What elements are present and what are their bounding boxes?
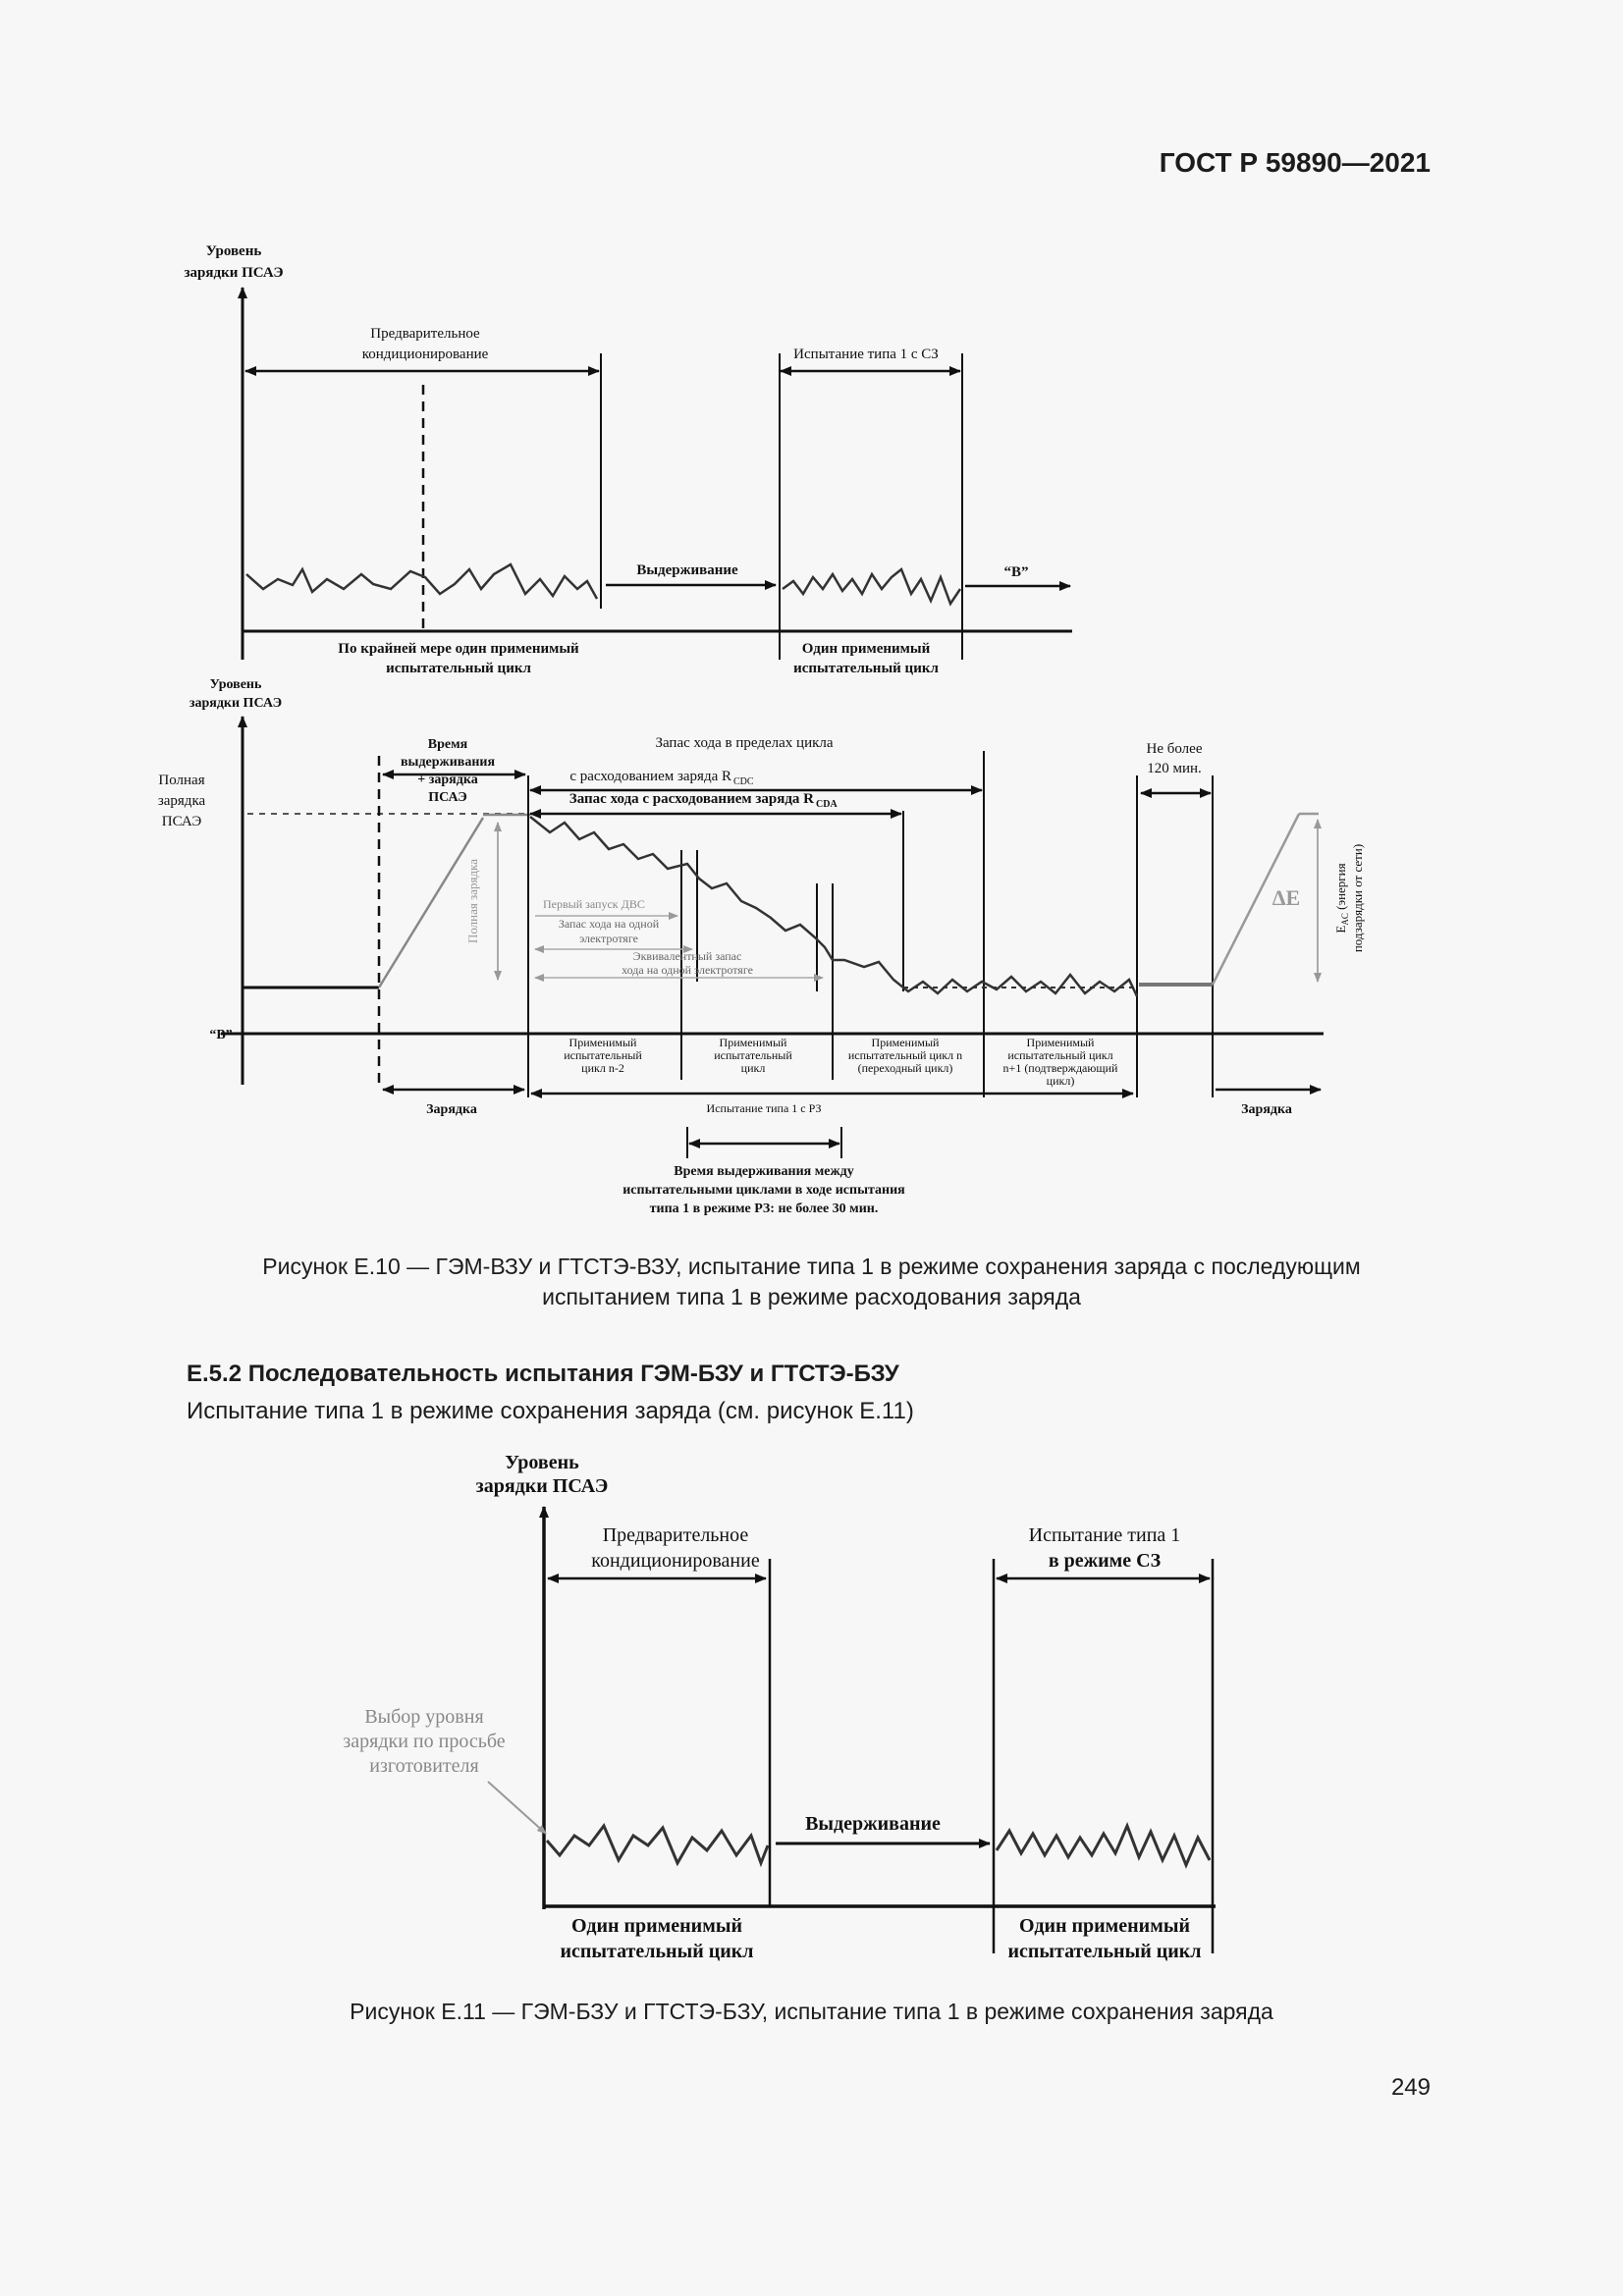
- charge-right: Зарядка: [1241, 1102, 1292, 1117]
- equiv-range-1: Эквивалентный запас: [632, 949, 742, 963]
- fig11-cycle-left-1: Один применимый: [571, 1915, 742, 1937]
- no-more-120-2: 120 мин.: [1147, 761, 1202, 776]
- cycle-3-line-2: испытательный цикл n: [847, 1048, 963, 1062]
- bottom-ylabel-2: зарядки ПСАЭ: [189, 696, 283, 711]
- range-cda-sub: CDA: [816, 799, 838, 810]
- full-charge-3: ПСАЭ: [161, 814, 202, 829]
- top-cycle-left-1: По крайней мере один применимый: [338, 641, 579, 657]
- equiv-range-2: хода на одной электротяге: [622, 963, 753, 977]
- fig11-precond-1: Предварительное: [602, 1524, 749, 1546]
- cycle-1-line-2: испытательный: [564, 1048, 642, 1062]
- soak-between-1: Время выдерживания между: [674, 1164, 854, 1179]
- top-soak: Выдерживание: [636, 562, 738, 578]
- soak-charge-3: + зарядка: [417, 773, 478, 787]
- range-cda-1: Запас хода с расходованием заряда R: [568, 791, 814, 807]
- cycle-2-line-2: испытательный: [714, 1048, 792, 1062]
- full-charge-vertical: Полная зарядка: [465, 858, 480, 944]
- top-precond-2: кондиционирование: [361, 347, 489, 362]
- soak-charge-2: выдерживания: [400, 755, 496, 770]
- eac-text-2: подзарядки от сети): [1350, 843, 1365, 953]
- document-id: ГОСТ Р 59890—2021: [1159, 147, 1431, 178]
- fig11-precond-2: кондиционирование: [591, 1550, 760, 1572]
- delta-e-label: ΔE: [1271, 885, 1301, 910]
- fig11-ylabel-1: Уровень: [505, 1452, 579, 1473]
- svg-text:EAC (энергия: [1333, 863, 1350, 933]
- range-cdc-1: Запас хода в пределах цикла: [655, 735, 834, 751]
- fig11-test-cs-1: Испытание типа 1: [1028, 1524, 1181, 1546]
- full-charge-1: Полная: [158, 773, 205, 788]
- bottom-ylabel-1: Уровень: [209, 677, 262, 692]
- select-level-2: зарядки по просьбе: [343, 1731, 506, 1752]
- cycle-3-line-1: Применимый: [871, 1036, 940, 1049]
- fig10-caption-line-2: испытанием типа 1 в режиме расходования заряда: [542, 1284, 1081, 1309]
- no-more-120-1: Не более: [1146, 741, 1203, 757]
- first-ice-start: Первый запуск ДВС: [543, 897, 645, 911]
- fig11-caption: Рисунок Е.11 — ГЭМ-БЗУ и ГТСТЭ-БЗУ, испытание типа 1 в режиме сохранения заряда: [350, 1999, 1273, 2024]
- select-level-1: Выбор уровня: [364, 1706, 484, 1728]
- eac-sub: AC: [1340, 913, 1350, 926]
- select-level-3: изготовителя: [369, 1755, 479, 1777]
- cycle-4-line-4: цикл): [1046, 1074, 1075, 1088]
- top-test-cs: Испытание типа 1 с СЗ: [793, 347, 939, 362]
- fig11-ylabel-2: зарядки ПСАЭ: [475, 1475, 609, 1497]
- fig10-caption-line-1: Рисунок Е.10 — ГЭМ-ВЗУ и ГТСТЭ-ВЗУ, испытание типа 1 в режиме сохранения заряда с последующим: [262, 1254, 1361, 1279]
- bottom-b-label: “B”: [209, 1028, 233, 1042]
- cycle-4-line-1: Применимый: [1026, 1036, 1095, 1049]
- cycle-3-line-3: (переходный цикл): [857, 1061, 953, 1075]
- soak-between-2: испытательными циклами в ходе испытания: [622, 1183, 905, 1198]
- full-charge-2: зарядка: [157, 793, 206, 809]
- cycle-2-line-3: цикл: [740, 1061, 766, 1075]
- cycle-2-line-1: Применимый: [719, 1036, 787, 1049]
- cycle-1-line-3: цикл n-2: [581, 1061, 624, 1075]
- soak-charge-1: Время: [427, 737, 468, 752]
- fig11-soak: Выдерживание: [805, 1813, 941, 1835]
- top-cycle-right-1: Один применимый: [801, 641, 931, 657]
- top-cycle-left-2: испытательный цикл: [386, 661, 531, 676]
- fig11-cycle-right-1: Один применимый: [1019, 1915, 1190, 1937]
- top-cycle-right-2: испытательный цикл: [793, 661, 939, 676]
- cycle-1-line-1: Применимый: [568, 1036, 637, 1049]
- fig10-bottom-chart: [158, 677, 1365, 1216]
- soak-between-3: типа 1 в режиме РЗ: не более 30 мин.: [649, 1201, 879, 1216]
- cycle-4-line-3: n+1 (подтверждающий: [1002, 1061, 1118, 1075]
- fig11-cycle-right-2: испытательный цикл: [1007, 1941, 1202, 1962]
- page-number: 249: [1390, 2074, 1431, 2101]
- fig11-test-cs-2: в режиме СЗ: [1048, 1550, 1162, 1572]
- range-one-motor-2: электротяге: [579, 932, 638, 945]
- section-heading: Е.5.2 Последовательность испытания ГЭМ-БЗУ и ГТСТЭ-БЗУ: [187, 1361, 899, 1387]
- range-cdc-sub: CDC: [733, 776, 754, 787]
- fig10-caption: [0, 1252, 1623, 1312]
- fig10-top-chart: [185, 243, 1073, 676]
- top-b-label: “B”: [1003, 564, 1029, 580]
- cycle-4-line-2: испытательный цикл: [1007, 1048, 1113, 1062]
- top-precond-1: Предварительное: [370, 326, 480, 342]
- section-text: Испытание типа 1 в режиме сохранения заряда (см. рисунок Е.11): [187, 1398, 914, 1424]
- eac-symbol: E: [1333, 925, 1348, 934]
- range-cdc-2: с расходованием заряда R: [569, 769, 731, 784]
- fig11-chart: [343, 1452, 1216, 1962]
- eac-text-1: (энергия: [1333, 863, 1348, 914]
- soak-charge-4: ПСАЭ: [428, 790, 467, 805]
- range-one-motor-1: Запас хода на одной: [558, 917, 660, 931]
- top-ylabel-1: Уровень: [205, 243, 262, 259]
- fig11-cycle-left-2: испытательный цикл: [560, 1941, 754, 1962]
- test-cd-label: Испытание типа 1 с РЗ: [706, 1101, 822, 1115]
- top-ylabel-2: зарядки ПСАЭ: [184, 265, 284, 281]
- charge-left: Зарядка: [426, 1102, 477, 1117]
